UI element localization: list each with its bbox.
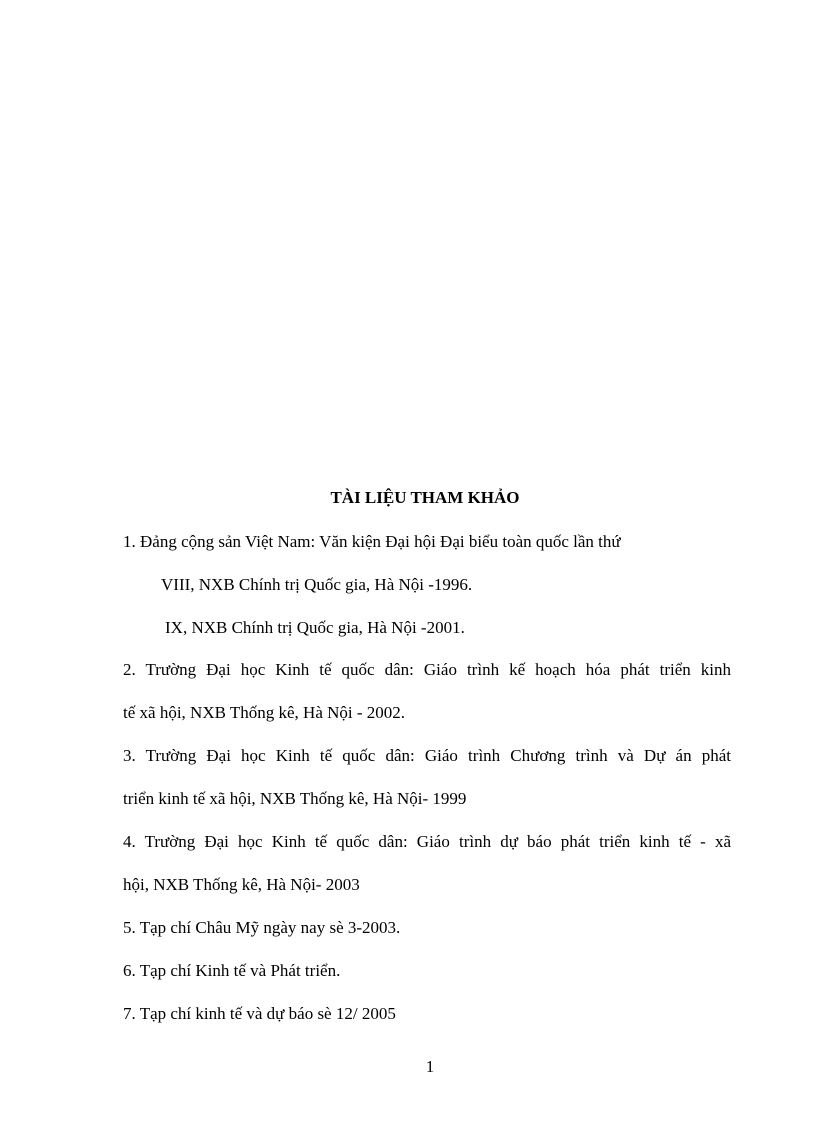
reference-entry-3-continued: triển kinh tế xã hội, NXB Thống kê, Hà Nội- 1999 bbox=[123, 789, 467, 808]
references-title: TÀI LIỆU THAM KHẢO bbox=[330, 488, 520, 507]
reference-entry-1-item-viii: VIII, NXB Chính trị Quốc gia, Hà Nội -1996. bbox=[161, 575, 473, 594]
reference-entry-4: 4. Trường Đại học Kinh tế quốc dân: Giáo trình dự báo phát triển kinh tế - xã bbox=[123, 832, 731, 851]
reference-entry-3: 3. Trường Đại học Kinh tế quốc dân: Giáo trình Chương trình và Dự án phát bbox=[123, 746, 731, 765]
reference-entry-1-item-ix: IX, NXB Chính trị Quốc gia, Hà Nội -2001. bbox=[165, 618, 465, 637]
reference-entry-2-continued: tế xã hội, NXB Thống kê, Hà Nội - 2002. bbox=[123, 703, 406, 722]
reference-entry-7: 7. Tạp chí kinh tế và dự báo sè 12/ 2005 bbox=[123, 1004, 396, 1023]
reference-entry-1: 1. Đảng cộng sản Việt Nam: Văn kiện Đại hội Đại biểu toàn quốc lần thứ bbox=[123, 532, 621, 551]
reference-entry-2: 2. Trường Đại học Kinh tế quốc dân: Giáo trình kế hoạch hóa phát triển kinh bbox=[123, 660, 731, 679]
reference-entry-4-continued: hội, NXB Thống kê, Hà Nội- 2003 bbox=[123, 875, 360, 894]
reference-entry-5: 5. Tạp chí Châu Mỹ ngày nay sè 3-2003. bbox=[123, 918, 401, 937]
page-number: 1 bbox=[425, 1057, 435, 1076]
reference-entry-6: 6. Tạp chí Kinh tế và Phát triển. bbox=[123, 961, 341, 980]
